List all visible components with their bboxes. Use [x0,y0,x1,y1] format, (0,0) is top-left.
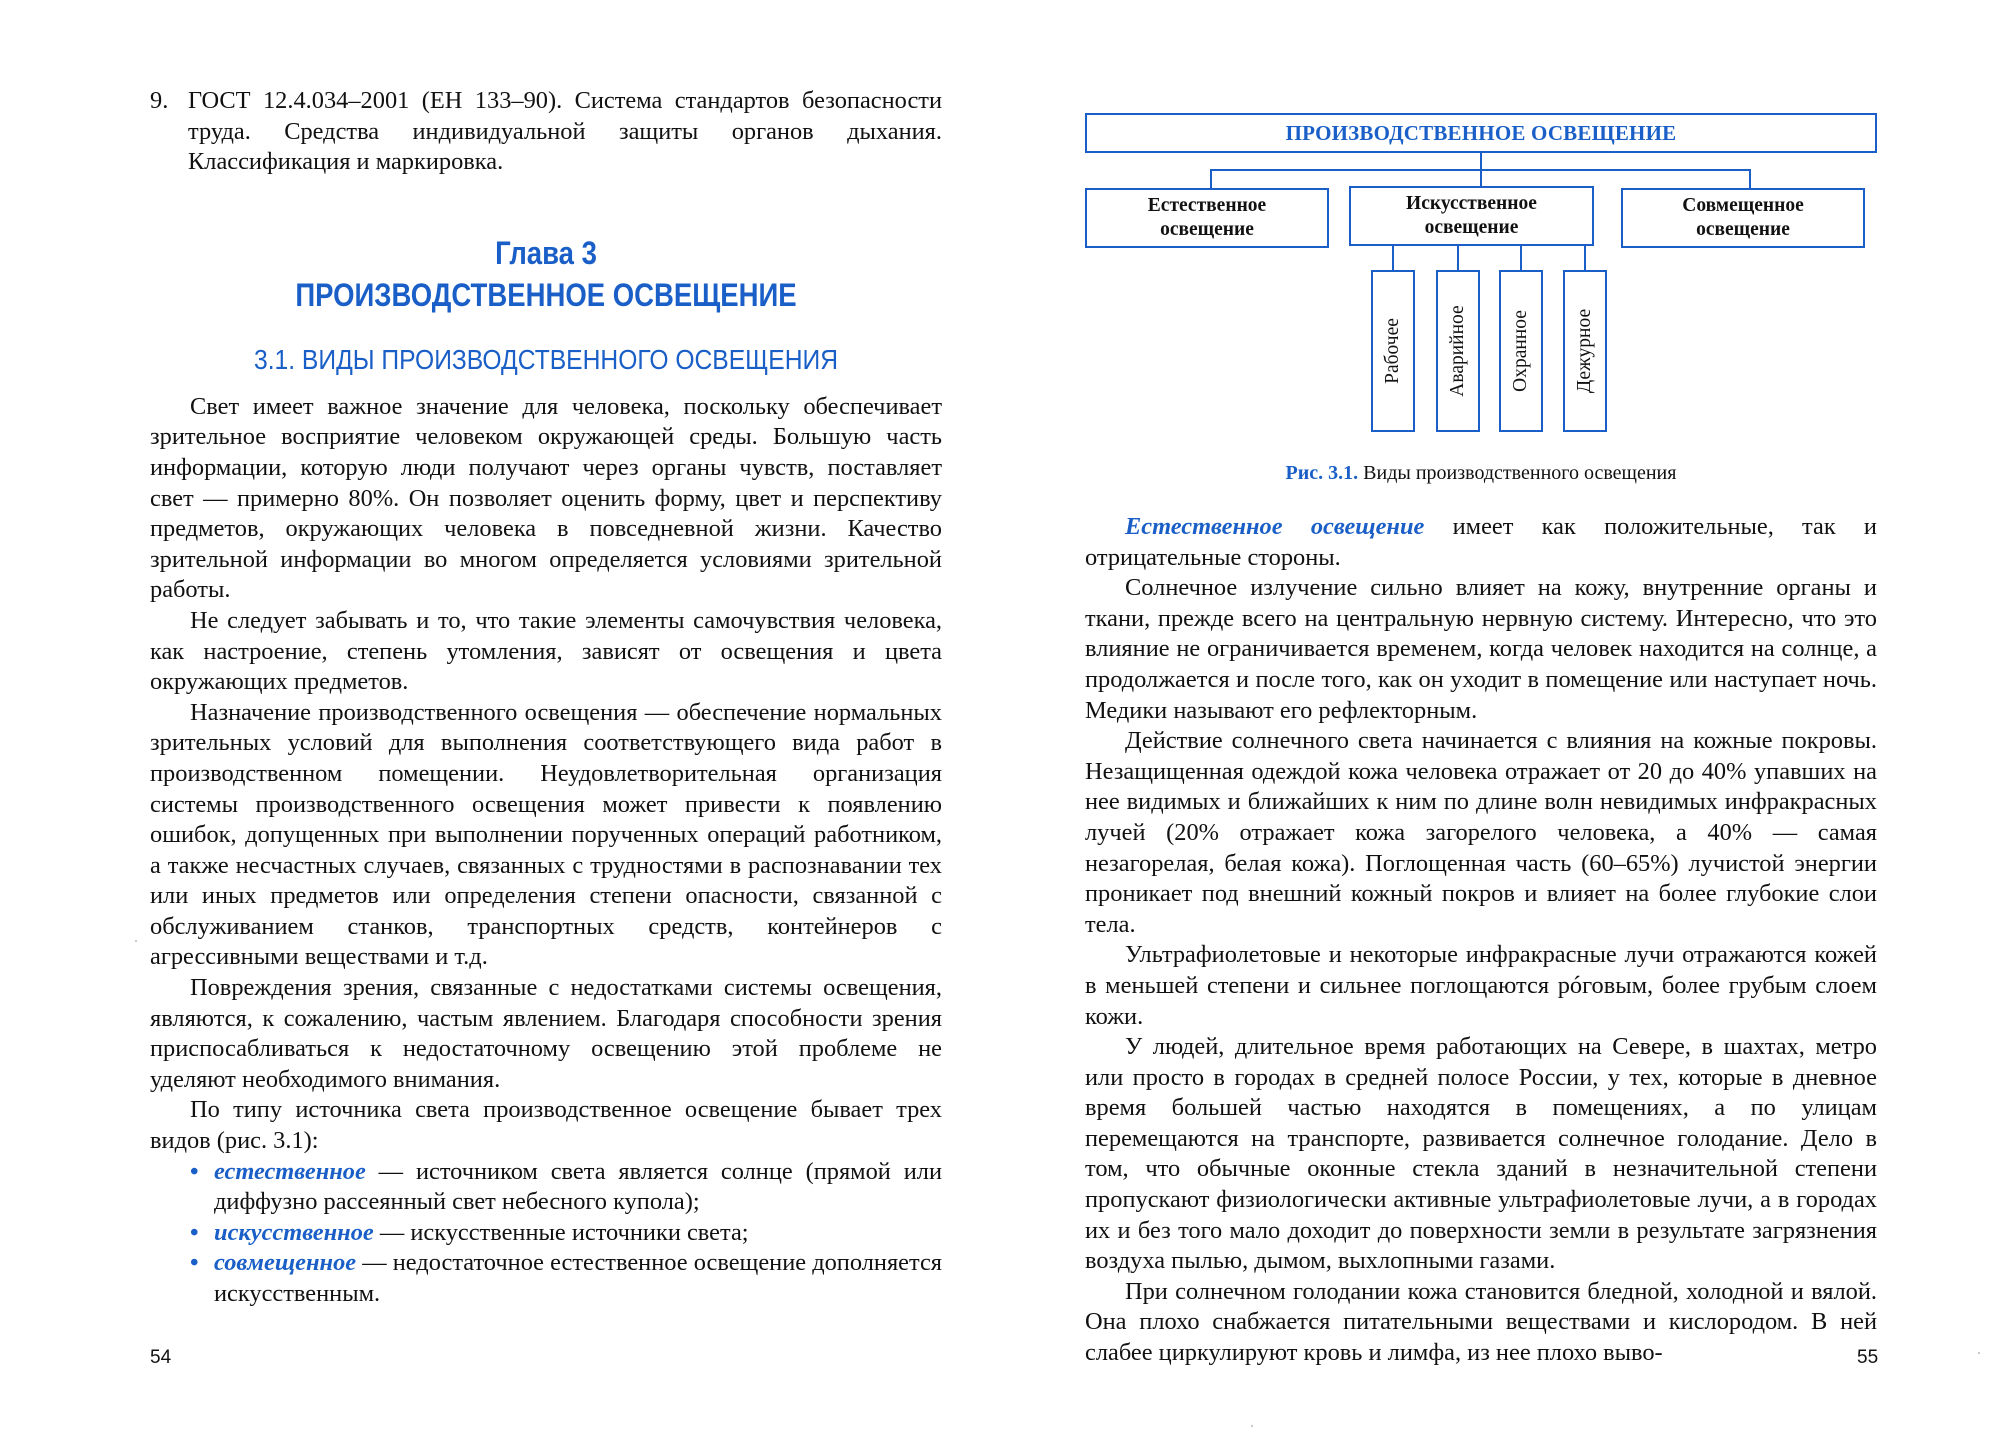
paragraph: Солнечное излучение сильно влияет на кожу, внутренние органы и ткани, прежде всего на центральную нервную систему. Интересно, что это влияние не ограничивается временем, когда человек находится на солнце, а продолжается и после того, как он уходит в помещение или наступает ночь. Медики называют его рефлекторным. [1085,574,1877,724]
list-item-text: — источником света является солнце (прямой или диффузно рассеянный свет небесного купола); [214,1157,942,1216]
left-page-text-column [150,86,942,1310]
page-number-left: 54 [150,1347,172,1368]
paragraph-text: имеет как положительные, так и отрицательные стороны. [1085,513,1877,571]
reference-text: ГОСТ 12.4.034–2001 (ЕН 133–90). Система стандартов безопасности труда. Средства индивидуальной защиты органов дыхания. Классификация и маркировка. [188,87,942,176]
subtype-box-emergency [1436,270,1480,432]
list-item-text: — недостаточное естественное освещение дополняется искусственным. [214,1249,942,1307]
list-item [190,1248,942,1309]
box-label: Естественное [1147,195,1267,216]
list-item [190,1218,942,1249]
figure-label: Рис. 3.1. [1285,462,1359,484]
box-label: освещение [1696,219,1790,240]
left-body [150,392,942,1310]
connector-line [1210,169,1212,189]
paragraph: Действие солнечного света начинается с влияния на кожные покровы. Незащищенная одеждой кожа человека отражает от 20 до 40% упавших на нее видимых и ближайших к ним по длине волн невидимых инфракрасных лучей (20% отражает кожа загорелого человека, а 40% — самая незагорелая, белая кожа). Поглощенная часть (60–65%) лучистой энергии проникает под внешний кожный покров и влияет на более глубокие слои тела. [1085,727,1877,938]
list-item [190,1157,942,1218]
right-page-text-column [1085,512,1877,1369]
connector-line [1480,169,1482,186]
scan-speck [1978,1352,1980,1354]
subtype-box-security [1499,270,1543,432]
artificial-lighting-box [1349,186,1594,246]
connector-line [1480,153,1482,170]
combined-lighting-box [1621,188,1865,248]
subtype-label: Дежурное [1574,308,1595,394]
paragraph: Повреждения зрения, связанные с недостатками системы освещения, являются, к сожалению, частым явлением. Благодаря способности зрения приспосабливаться к недостаточному освещению этой проблеме не уделяют необходимого внимания. [150,974,942,1093]
figure-caption-text: Виды производственного освещения [1358,462,1677,484]
box-label: освещение [1424,217,1519,238]
paragraph: У людей, длительное время работающих на Севере, в шахтах, метро или просто в городах в средней полосе России, у тех, которые в дневное время большей частью находятся в помещениях, а по улицам перемещаются на транспорте, развивается солнечное голодание. Дело в том, что обычные оконные стекла зданий в незначительной степени пропускают физиологически активные ультрафиолетовые лучи, а в городах их и без того мало доходит до поверхности земли в результате загрязнения воздуха пылью, дымом, выхлопными газами. [1085,1033,1877,1275]
connector-line [1749,169,1751,189]
connector-line [1457,246,1459,270]
scan-speck [1251,1425,1253,1427]
subtype-box-duty [1563,270,1607,432]
paragraph [1085,512,1877,573]
term-combined: совмещенное [214,1249,357,1277]
paragraph: Свет имеет важное значение для человека, поскольку обеспечивает зрительное восприятие человеком окружающей среды. Большую часть информации, которую люди получают через органы чувств, поставляет свет — примерно 80%. Он позволяет оценить форму, цвет и перспективу предметов, окружающих человека в повседневной жизни. Качество зрительной информации во многом определяется условиями зрительной работы. [150,392,942,604]
connector-line [1392,246,1394,270]
box-label: Совмещенное [1682,195,1804,216]
term-natural: естественное [214,1157,366,1185]
lighting-diagram [1000,0,2000,460]
reference-number: 9. [150,87,169,114]
paragraph: Не следует забывать и то, что такие элементы самочувствия человека, как настроение, степень утомления, зависят от освещения и цвета окружающих предметов. [150,606,942,696]
term-artificial: искусственное [214,1218,374,1246]
subtype-box-working [1371,270,1415,432]
scan-speck [135,940,137,942]
lighting-types-list [190,1157,942,1310]
paragraph: По типу источника света производственное освещение бывает трех видов (рис. 3.1): [150,1096,942,1155]
page-number-right: 55 [1857,1347,1879,1368]
term-natural-lighting: Естественное освещение [1125,513,1425,540]
reference-item [150,86,942,178]
box-label: освещение [1160,219,1254,240]
subtype-label: Рабочее [1382,318,1403,384]
subtype-label: Аварийное [1447,305,1468,397]
list-item-text: — искусственные источники света; [373,1218,749,1246]
right-body [1085,512,1877,1369]
paragraph: При солнечном голодании кожа становится бледной, холодной и вялой. Она плохо снабжается питательными веществами и кислородом. В ней слабее циркулируют кровь и лимфа, из нее плохо выво- [1085,1277,1877,1367]
paragraph: Ультрафиолетовые и некоторые инфракрасные лучи отражаются кожей в меньшей степени и сильнее поглощаются рóговым, более грубым слоем кожи. [1085,941,1877,1030]
natural-lighting-box [1085,188,1329,248]
section-title: 3.1. ВИДЫ ПРОИЗВОДСТВЕННОГО ОСВЕЩЕНИЯ [253,343,839,375]
right-page [1000,0,2000,1454]
diagram-title-box: ПРОИЗВОДСТВЕННОЕ ОСВЕЩЕНИЕ [1085,113,1877,153]
figure-caption [1085,462,1877,485]
connector-line [1520,246,1522,270]
box-label: Искусственное [1406,193,1537,214]
chapter-label: Глава 3 [495,234,597,271]
subtype-label: Охранное [1510,310,1531,392]
chapter-title: ПРОИЗВОДСТВЕННОЕ ОСВЕЩЕНИЕ [295,276,797,313]
connector-line [1584,246,1586,270]
paragraph: Назначение производственного освещения — обеспечение нормальных зрительных условий для выполнения соответствующего вида работ в производственном помещении. Неудовлетворительная организация системы производственного освещения может привести к появлению ошибок, допущенных при выполнении порученных операций работником, а также несчастных случаев, связанных с трудностями в распознавании тех или иных предметов или определения степени опасности, связанной с обслуживанием станков, транспортных средств, контейнеров с агрессивными веществами и т.д. [150,698,942,971]
